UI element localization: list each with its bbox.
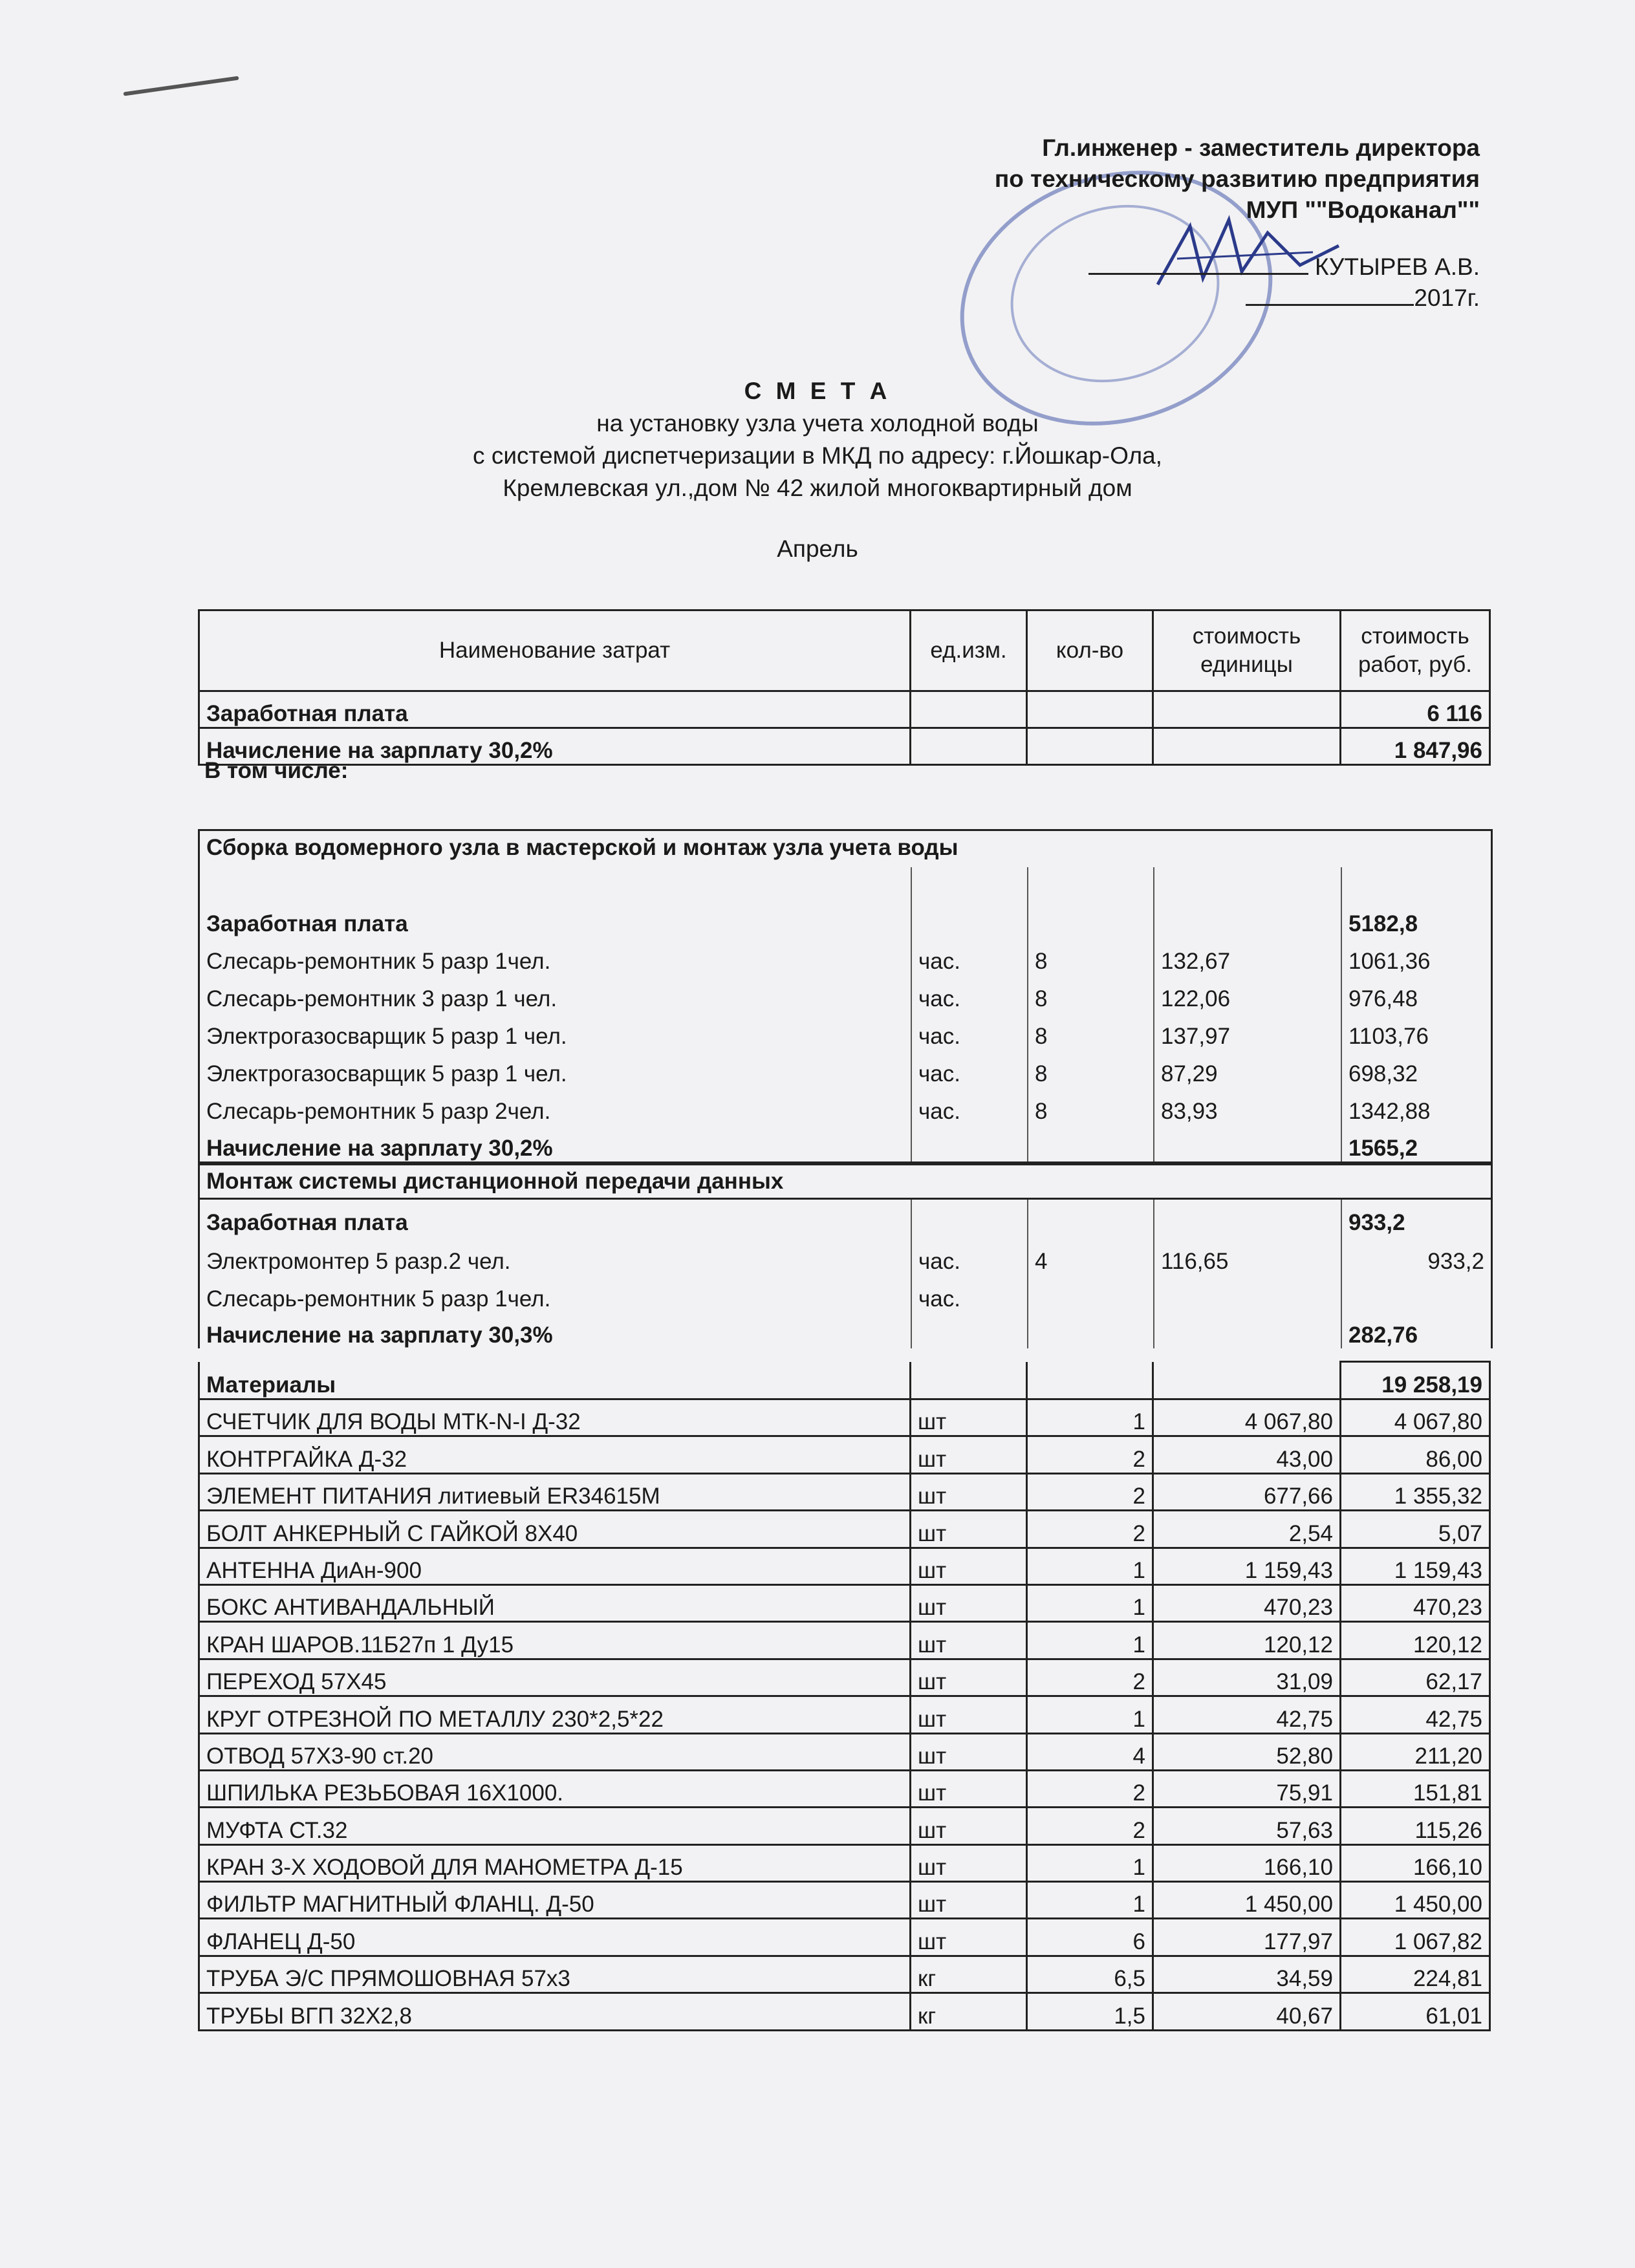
material-qty: 2: [1027, 1473, 1153, 1510]
material-row: [199, 1659, 1490, 1696]
table-row: [199, 691, 1490, 728]
header-qty: кол-во: [1027, 610, 1153, 691]
material-price: 470,23: [1153, 1584, 1341, 1621]
row-qty: 8: [1028, 975, 1154, 1012]
material-qty: 1: [1027, 1584, 1153, 1621]
material-price: 166,10: [1153, 1844, 1341, 1881]
material-name: ЭЛЕМЕНТ ПИТАНИЯ литиевый ER34615M: [199, 1473, 911, 1510]
sections-block: [198, 829, 1493, 1348]
row-unit: час.: [911, 975, 1028, 1012]
material-price: 31,09: [1153, 1659, 1341, 1696]
material-row: [199, 1882, 1490, 1919]
approval-year: 2017г.: [1414, 285, 1480, 311]
material-row: [199, 1473, 1490, 1510]
material-qty: 2: [1027, 1808, 1153, 1844]
header-name: Наименование затрат: [199, 610, 911, 691]
table-row: [200, 1125, 1491, 1162]
material-total: 166,10: [1341, 1844, 1490, 1881]
row-total: 1061,36: [1341, 937, 1491, 975]
pen-mark: [123, 76, 239, 96]
material-price: 52,80: [1153, 1733, 1341, 1770]
material-qty: 1: [1027, 1844, 1153, 1881]
header-unit-price: стоимость единицы: [1153, 610, 1341, 691]
row-price: 87,29: [1154, 1050, 1341, 1087]
row-qty: 8: [1028, 1012, 1154, 1050]
material-total: 42,75: [1341, 1696, 1490, 1733]
row-name: Слесарь-ремонтник 3 разр 1 чел.: [206, 986, 558, 1011]
section2-table: [200, 1200, 1491, 1348]
material-unit: шт: [911, 1436, 1027, 1473]
row-qty: [1028, 1275, 1154, 1312]
approval-line3: МУП ""Водоканал"": [1246, 197, 1480, 223]
material-qty: 1: [1027, 1882, 1153, 1919]
material-row: [199, 1919, 1490, 1956]
material-name: БОКС АНТИВАНДАЛЬНЫЙ: [199, 1584, 911, 1621]
material-total: 470,23: [1341, 1584, 1490, 1621]
row-total: 933,2: [1341, 1236, 1491, 1275]
material-total: 120,12: [1341, 1622, 1490, 1659]
material-qty: 4: [1027, 1733, 1153, 1770]
material-unit: шт: [911, 1882, 1027, 1919]
material-name: АНТЕННА ДиАн-900: [199, 1548, 911, 1584]
materials-label: Материалы: [199, 1362, 911, 1399]
table-row: [200, 1012, 1491, 1050]
section1-title: Сборка водомерного узла в мастерской и монтаж узла учета воды: [206, 835, 958, 860]
material-price: 1 159,43: [1153, 1548, 1341, 1584]
material-name: КОНТРГАЙКА Д-32: [199, 1436, 911, 1473]
material-row: [199, 1696, 1490, 1733]
title-heading: С М Е Т А: [744, 378, 891, 404]
row-total: 976,48: [1341, 975, 1491, 1012]
material-name: ОТВОД 57Х3-90 ст.20: [199, 1733, 911, 1770]
table-row: [200, 1312, 1491, 1348]
material-name: ФИЛЬТР МАГНИТНЫЙ ФЛАНЦ. Д-50: [199, 1882, 911, 1919]
material-row: [199, 1956, 1490, 1993]
material-unit: шт: [911, 1844, 1027, 1881]
title-line1: на установку узла учета холодной воды: [596, 410, 1039, 437]
material-qty: 2: [1027, 1659, 1153, 1696]
signature-line: [1088, 273, 1308, 275]
title-month: Апрель: [777, 535, 858, 562]
material-qty: 1: [1027, 1696, 1153, 1733]
material-price: 43,00: [1153, 1436, 1341, 1473]
section2-salary-total: 933,2: [1341, 1200, 1491, 1236]
material-name: ТРУБЫ ВГП 32Х2,8: [199, 1993, 911, 2030]
row-unit: час.: [911, 1275, 1028, 1312]
material-total: 224,81: [1341, 1956, 1490, 1993]
material-row: [199, 1399, 1490, 1436]
document-title: [0, 375, 1635, 565]
row-price: 83,93: [1154, 1087, 1341, 1125]
row-unit: час.: [911, 1087, 1028, 1125]
row-name: Слесарь-ремонтник 5 разр 1чел.: [206, 949, 551, 974]
table-row: [200, 1200, 1491, 1236]
material-price: 677,66: [1153, 1473, 1341, 1510]
material-row: [199, 1436, 1490, 1473]
material-qty: 1: [1027, 1548, 1153, 1584]
material-row: [199, 1733, 1490, 1770]
material-unit: шт: [911, 1733, 1027, 1770]
row-name: Электрогазосварщик 5 разр 1 чел.: [206, 1024, 567, 1049]
row-price: [1154, 1275, 1341, 1312]
material-price: 40,67: [1153, 1993, 1341, 2030]
material-row: [199, 1622, 1490, 1659]
header-total: стоимость работ, руб.: [1341, 610, 1490, 691]
material-total: 211,20: [1341, 1733, 1490, 1770]
material-total: 62,17: [1341, 1659, 1490, 1696]
material-qty: 2: [1027, 1436, 1153, 1473]
materials-total: 19 258,19: [1341, 1362, 1490, 1399]
row-name: Слесарь-ремонтник 5 разр 1чел.: [206, 1286, 551, 1312]
material-total: 115,26: [1341, 1808, 1490, 1844]
row-price: 116,65: [1154, 1236, 1341, 1275]
material-row: [199, 1584, 1490, 1621]
materials-table: [198, 1361, 1491, 2031]
material-name: МУФТА СТ.32: [199, 1808, 911, 1844]
material-name: КРУГ ОТРЕЗНОЙ ПО МЕТАЛЛУ 230*2,5*22: [199, 1696, 911, 1733]
material-name: КРАН 3-Х ХОДОВОЙ ДЛЯ МАНОМЕТРА Д-15: [199, 1844, 911, 1881]
material-unit: кг: [911, 1956, 1027, 1993]
row-price: 122,06: [1154, 975, 1341, 1012]
title-line3: Кремлевская ул.,дом № 42 жилой многоквартирный дом: [503, 475, 1132, 501]
section2-accrual-label: Начисление на зарплату 30,3%: [206, 1322, 553, 1348]
material-unit: шт: [911, 1770, 1027, 1807]
material-name: ШПИЛЬКА РЕЗЬБОВАЯ 16Х1000.: [199, 1770, 911, 1807]
table-row: [200, 1050, 1491, 1087]
table-row: [199, 728, 1490, 765]
table-row: [200, 975, 1491, 1012]
row-total: 1342,88: [1341, 1087, 1491, 1125]
material-unit: кг: [911, 1993, 1027, 2030]
section1-accrual-total: 1565,2: [1341, 1125, 1491, 1162]
material-unit: шт: [911, 1584, 1027, 1621]
row-name: Слесарь-ремонтник 5 разр 2чел.: [206, 1099, 551, 1124]
material-total: 4 067,80: [1341, 1399, 1490, 1436]
material-price: 1 450,00: [1153, 1882, 1341, 1919]
material-unit: шт: [911, 1548, 1027, 1584]
material-unit: шт: [911, 1696, 1027, 1733]
section2-title: Монтаж системы дистанционной передачи данных: [200, 1163, 1491, 1200]
approval-signer: КУТЫРЕВ А.В.: [1314, 254, 1480, 280]
table-row: [200, 1275, 1491, 1312]
row-name: Электромонтер 5 разр.2 чел.: [206, 1248, 511, 1274]
table-header-row: [199, 610, 1490, 691]
material-row: [199, 1808, 1490, 1844]
section2-accrual-total: 282,76: [1341, 1312, 1491, 1348]
table-row: [200, 1087, 1491, 1125]
material-name: БОЛТ АНКЕРНЫЙ С ГАЙКОЙ 8Х40: [199, 1511, 911, 1548]
material-qty: 1,5: [1027, 1993, 1153, 2030]
summary-salary-label: Заработная плата: [199, 691, 911, 728]
table-row: [200, 1236, 1491, 1275]
material-total: 61,01: [1341, 1993, 1490, 2030]
material-total: 151,81: [1341, 1770, 1490, 1807]
material-unit: шт: [911, 1808, 1027, 1844]
summary-salary-total: 6 116: [1341, 691, 1490, 728]
approval-line1: Гл.инженер - заместитель директора: [1042, 135, 1480, 161]
material-row: [199, 1770, 1490, 1807]
material-price: 4 067,80: [1153, 1399, 1341, 1436]
material-unit: шт: [911, 1659, 1027, 1696]
material-row: [199, 1993, 1490, 2030]
row-unit: час.: [911, 937, 1028, 975]
summary-accrual-total: 1 847,96: [1341, 728, 1490, 765]
row-total: [1341, 1275, 1491, 1312]
material-total: 1 159,43: [1341, 1548, 1490, 1584]
material-row: [199, 1548, 1490, 1584]
section1-accrual-label: Начисление на зарплату 30,2%: [206, 1135, 553, 1161]
estimate-summary-table: [198, 609, 1491, 766]
material-name: ТРУБА Э/С ПРЯМОШОВНАЯ 57х3: [199, 1956, 911, 1993]
material-price: 120,12: [1153, 1622, 1341, 1659]
material-qty: 6: [1027, 1919, 1153, 1956]
section1-salary-total: 5182,8: [1341, 867, 1491, 937]
material-price: 75,91: [1153, 1770, 1341, 1807]
row-qty: 8: [1028, 937, 1154, 975]
materials-header-row: [199, 1362, 1490, 1399]
date-line: [1246, 304, 1414, 306]
material-qty: 1: [1027, 1399, 1153, 1436]
material-row: [199, 1844, 1490, 1881]
material-unit: шт: [911, 1511, 1027, 1548]
row-price: 137,97: [1154, 1012, 1341, 1050]
material-name: ФЛАНЕЦ Д-50: [199, 1919, 911, 1956]
table-row: [200, 867, 1491, 937]
section2-salary-label: Заработная плата: [206, 1209, 408, 1235]
section1-table: [200, 867, 1491, 1163]
table-row: [200, 937, 1491, 975]
including-label: В том числе:: [204, 758, 349, 783]
row-price: 132,67: [1154, 937, 1341, 975]
row-unit: час.: [911, 1236, 1028, 1275]
material-price: 2,54: [1153, 1511, 1341, 1548]
material-name: КРАН ШАРОВ.11Б27п 1 Ду15: [199, 1622, 911, 1659]
row-name: Электрогазосварщик 5 разр 1 чел.: [206, 1061, 567, 1086]
material-unit: шт: [911, 1399, 1027, 1436]
row-total: 698,32: [1341, 1050, 1491, 1087]
material-total: 5,07: [1341, 1511, 1490, 1548]
material-total: 1 067,82: [1341, 1919, 1490, 1956]
material-total: 1 355,32: [1341, 1473, 1490, 1510]
title-line2: с системой диспетчеризации в МКД по адресу: г.Йошкар-Ола,: [473, 442, 1162, 469]
row-total: 1103,76: [1341, 1012, 1491, 1050]
row-qty: 8: [1028, 1050, 1154, 1087]
material-qty: 6,5: [1027, 1956, 1153, 1993]
material-name: ПЕРЕХОД 57Х45: [199, 1659, 911, 1696]
material-qty: 2: [1027, 1770, 1153, 1807]
approval-block: [995, 133, 1480, 314]
material-price: 57,63: [1153, 1808, 1341, 1844]
header-unit: ед.изм.: [911, 610, 1027, 691]
material-total: 1 450,00: [1341, 1882, 1490, 1919]
material-unit: шт: [911, 1622, 1027, 1659]
material-price: 42,75: [1153, 1696, 1341, 1733]
summary-accrual-label: Начисление на зарплату 30,2%: [199, 728, 911, 765]
row-qty: 4: [1028, 1236, 1154, 1275]
material-qty: 1: [1027, 1622, 1153, 1659]
material-row: [199, 1511, 1490, 1548]
material-name: СЧЕТЧИК ДЛЯ ВОДЫ МТК-N-I Д-32: [199, 1399, 911, 1436]
row-qty: 8: [1028, 1087, 1154, 1125]
material-qty: 2: [1027, 1511, 1153, 1548]
material-unit: шт: [911, 1919, 1027, 1956]
material-unit: шт: [911, 1473, 1027, 1510]
material-price: 34,59: [1153, 1956, 1341, 1993]
approval-line2: по техническому развитию предприятия: [994, 166, 1480, 192]
row-unit: час.: [911, 1050, 1028, 1087]
section1-salary-label: Заработная плата: [206, 911, 408, 936]
row-unit: час.: [911, 1012, 1028, 1050]
material-total: 86,00: [1341, 1436, 1490, 1473]
material-price: 177,97: [1153, 1919, 1341, 1956]
